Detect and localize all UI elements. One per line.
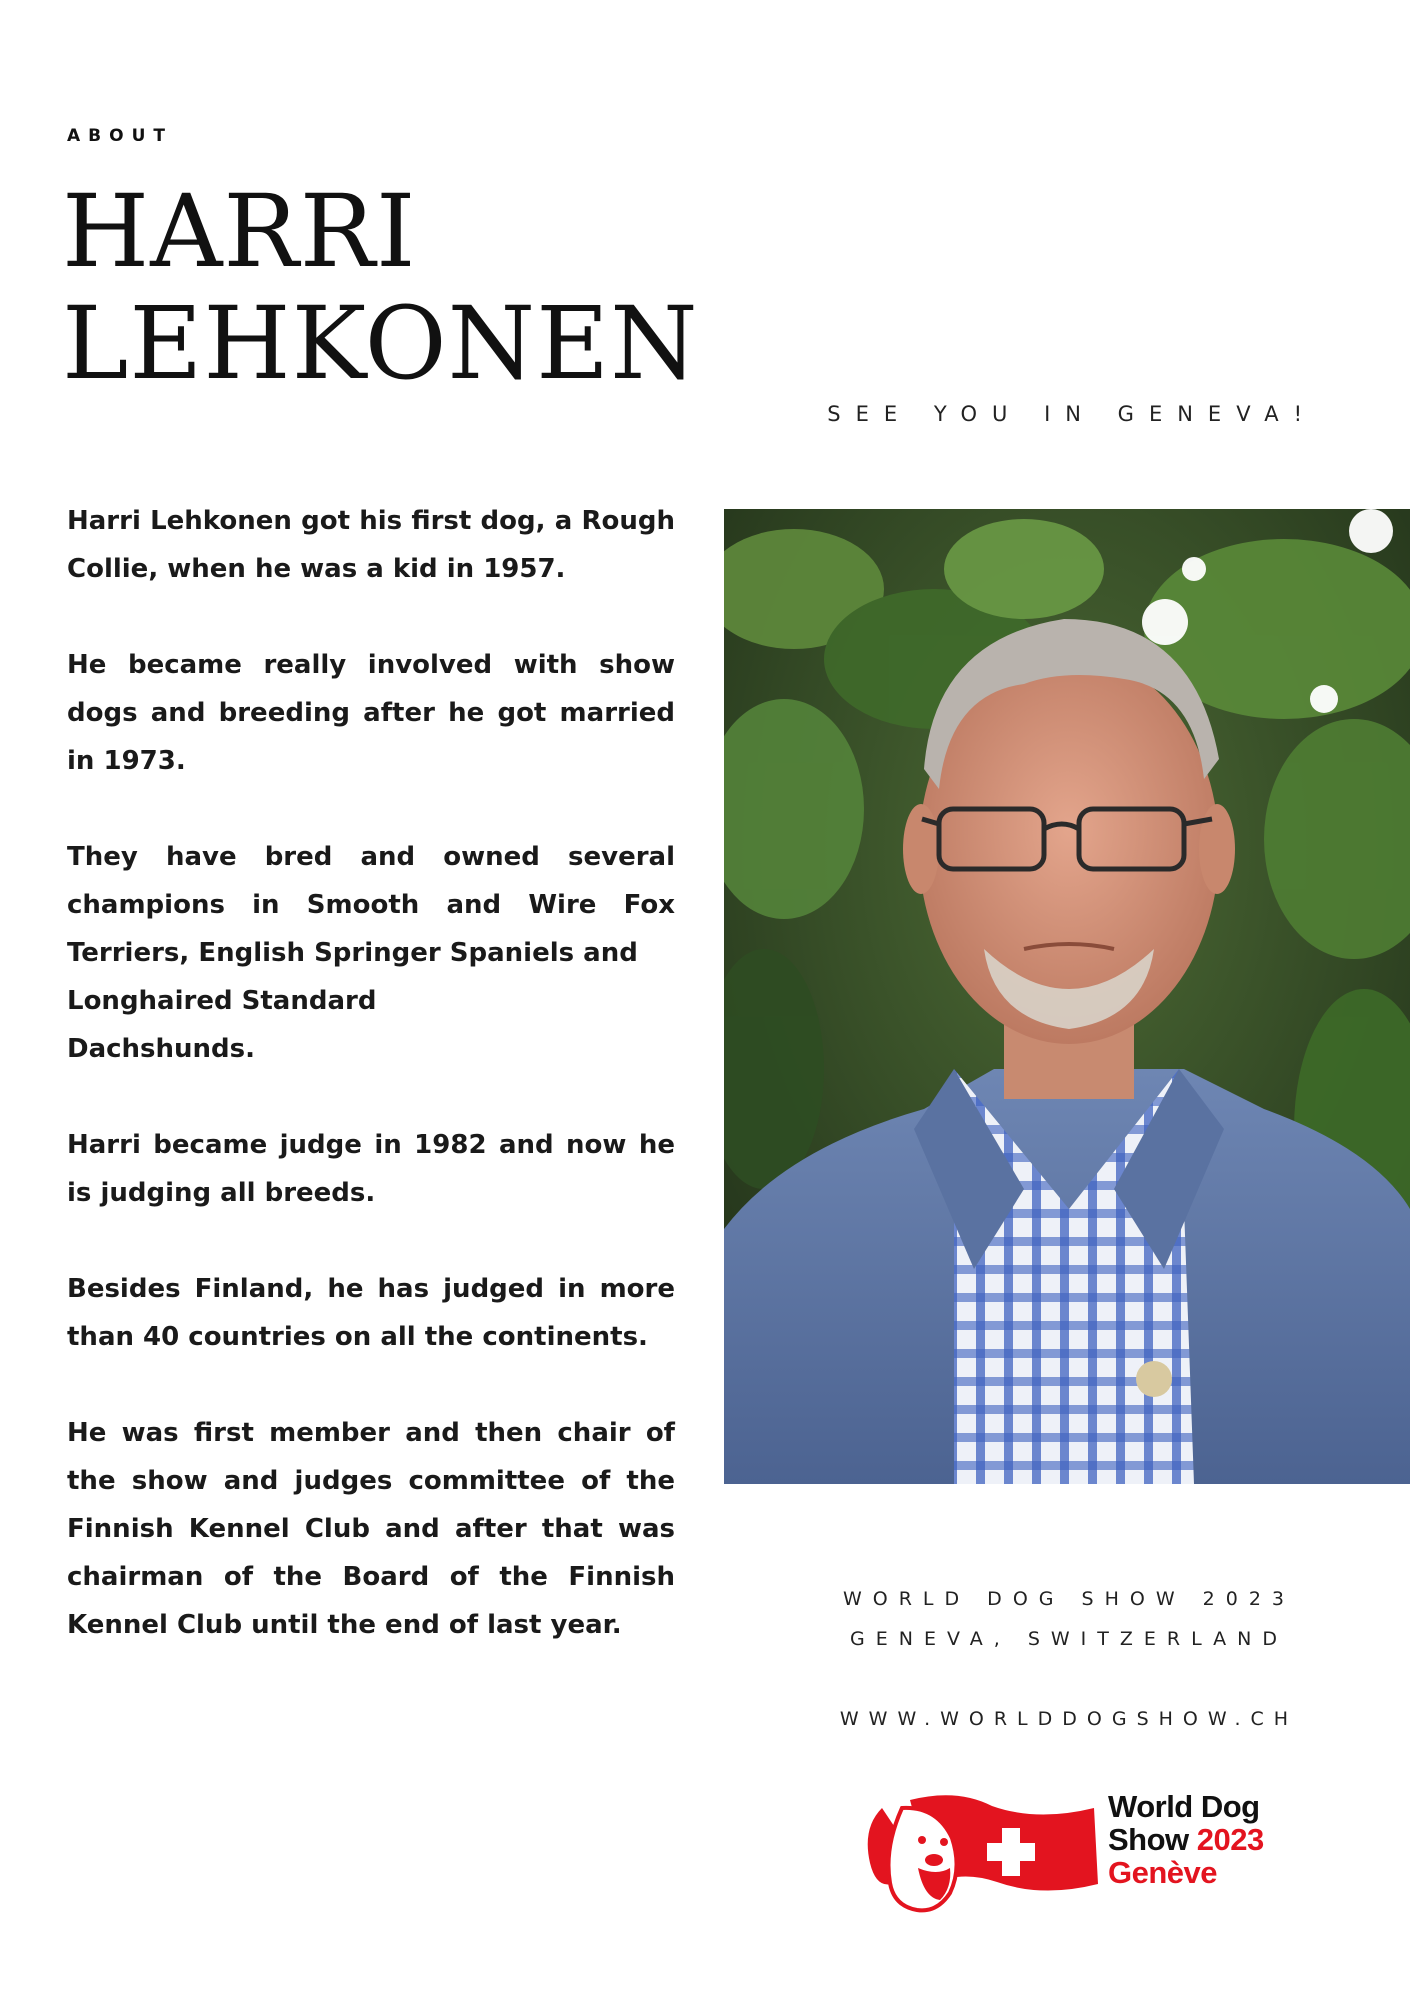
bio-paragraph: He became really involved with show dogs and breeding after he got married in 1973.: [67, 650, 675, 776]
bio-paragraph: Harri became judge in 1982 and now he is judging all breeds.: [67, 1130, 675, 1208]
world-dog-show-logo: [862, 1788, 1332, 1913]
logo-line-2: [1108, 1823, 1264, 1856]
bio-text: Longhaired Standard: [67, 986, 377, 1016]
logo-wordmark: [1108, 1790, 1264, 1889]
event-location: GENEVA, SWITZERLAND: [850, 1628, 1288, 1650]
website-link[interactable]: WWW.WORLDDOGSHOW.CH: [839, 1708, 1299, 1730]
event-title: WORLD DOG SHOW 2023: [842, 1588, 1296, 1610]
tagline: SEE YOU IN GENEVA!: [827, 402, 1317, 426]
logo-year: 2023: [1196, 1822, 1264, 1857]
logo-line-3: Genève: [1108, 1855, 1218, 1890]
bio-paragraph: [67, 833, 675, 977]
title-last-name: LEHKONEN: [62, 285, 699, 402]
bio-paragraph: [67, 1025, 675, 1073]
bio-text: They have bred and owned several champions in Smooth and Wire Fox Terriers, English Springer Spaniels and: [67, 842, 675, 968]
bio-paragraph: [67, 977, 675, 1025]
biography: [67, 497, 675, 1697]
bio-paragraph: Besides Finland, he has judged in more than 40 countries on all the continents.: [67, 1274, 675, 1352]
section-eyebrow: ABOUT: [67, 126, 173, 146]
logo-line-1: World Dog: [1108, 1789, 1260, 1824]
logo-show: Show: [1108, 1822, 1197, 1857]
portrait-illustration: [724, 509, 1410, 1484]
bio-paragraph: He was first member and then chair of the show and judges committee of the Finnish Kennel Club and after that was chairman of the Board of the Finnish Kennel Club until the end of last year.: [67, 1418, 675, 1640]
bio-paragraph: Harri Lehkonen got his first dog, a Rough Collie, when he was a kid in 1957.: [67, 506, 675, 584]
dog-flag-icon: [862, 1788, 1102, 1913]
portrait-photo: [724, 509, 1410, 1484]
page-title: [62, 173, 699, 402]
title-first-name: HARRI: [62, 173, 417, 290]
bio-text: Dachshunds.: [67, 1034, 256, 1064]
